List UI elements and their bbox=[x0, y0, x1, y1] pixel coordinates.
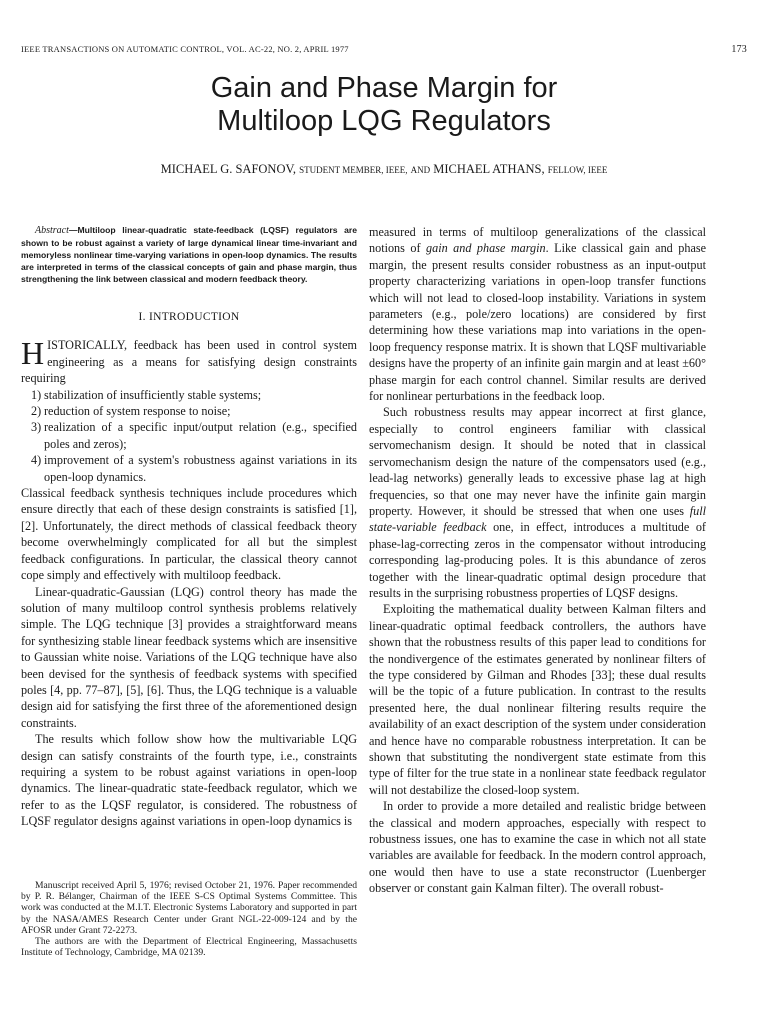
author-1-role: STUDENT MEMBER, IEEE, bbox=[299, 165, 408, 175]
list-item bbox=[31, 403, 357, 419]
intro-p1-text: ISTORICALLY, feedback has been used in control system engineering as a means for satisfying design constraints requiring bbox=[21, 338, 357, 386]
intro-paragraph-3: Linear-quadratic-Gaussian (LQG) control theory has made the solution of many multiloop control synthesis problems relatively simple. The LQG technique [3] provides a straightforward means for synthesizing stable linear feedback systems which are insensitive to Gaussian white noise. Variations of the LQG technique have also been devised for the synthesis of feedback systems with specified poles [4, pp. 77–87], [5], [6]. Thus, the LQG technique is a valuable design aid for satisfying the first three of the aforementioned design constraints. bbox=[21, 584, 357, 730]
list-text: improvement of a system's robustness against variations in its open-loop dynamics. bbox=[44, 453, 357, 484]
list-item bbox=[31, 387, 357, 403]
right-paragraph-1 bbox=[369, 224, 706, 404]
intro-paragraph-4: The results which follow show how the multivariable LQG design can satisfy constraints of the fourth type, i.e., constraints requiring a system to be robust against variations in open-loop dynamics. The linear-quadratic state-feedback regulator, which we refer to as the LQSF regulator, is considered. The robustness of LQSF regulator designs against variations in open-loop dynamics is bbox=[21, 732, 357, 829]
list-item bbox=[31, 452, 357, 485]
intro-paragraph-2: Classical feedback synthesis techniques include procedures which ensure directly that each of these design constraints is satisfied [1], [2]. Unfortunately, the direct methods of classical feedback theory become overwhelmingly complicated for all but the simplest feedback configurations. In particular, the classical theory cannot cope simply and effectively with multiloop feedback. bbox=[21, 486, 357, 583]
author-2-role: FELLOW, IEEE bbox=[547, 165, 608, 175]
footnote-manuscript: Manuscript received April 5, 1976; revised October 21, 1976. Paper recommended by P. R. Bélanger, Chairman of the IEEE S-CS Optimal Systems Committee. This work was conducted at the M.I.T. Electronic Systems Laboratory and supported in part by the NASA/AMES Research Center under Grant NGL-22-009-124 and by the AFOSR under Grant 72-2273. bbox=[21, 880, 357, 936]
right-column bbox=[369, 224, 706, 897]
left-column bbox=[21, 224, 357, 830]
journal-header: IEEE TRANSACTIONS ON AUTOMATIC CONTROL, VOL. AC-22, NO. 2, APRIL 1977 bbox=[21, 44, 349, 54]
emphasis: full state-variable feedback bbox=[369, 503, 706, 535]
list-text: stabilization of insufficiently stable systems; bbox=[44, 387, 262, 402]
footnote-affiliation: The authors are with the Department of Electrical Engineering, Massachusetts Institute of Technology, Cambridge, MA 02139. bbox=[21, 936, 357, 959]
text-run: measured in terms of multiloop generalizations of the classical notions of bbox=[369, 225, 706, 256]
list-number: 3) bbox=[31, 420, 42, 435]
requirements-list bbox=[31, 387, 357, 485]
author-and: AND bbox=[410, 165, 431, 175]
right-paragraph-3: Exploiting the mathematical duality between Kalman filters and linear-quadratic optimal feedback controllers, the authors have shown that the robustness results of this paper lead to conditions for the nondivergence of the estimates generated by nonlinear filters of the type considered by Gilman and Rhodes [33]; these dual results will be the topic of a future publication. In contrast to the results presented here, the dual nonlinear filtering results require the availability of an exact description of the system under consideration and hence have no comparable robustness interpretation. It can be shown that substituting the nondivergent state estimate from this type of filter for the true state in a nonlinear state feedback regulator will not destabilize the closed-loop system. bbox=[369, 602, 706, 797]
running-header bbox=[21, 44, 747, 58]
intro-paragraph-1 bbox=[21, 337, 357, 386]
footnote bbox=[21, 880, 357, 958]
page-number: 173 bbox=[731, 44, 747, 55]
right-paragraph-4: In order to provide a more detailed and realistic bridge between the classical and modern approaches, especially with respect to robustness issues, one has to examine the case in which not all state variables are available for feedback. In the modern control approach, one would then have to use a state reconstructor (Luenberger observer or constant gain Kalman filter). The overall robust- bbox=[369, 799, 706, 896]
author-line bbox=[0, 162, 768, 177]
section-title: INTRODUCTION bbox=[149, 311, 240, 323]
right-paragraph-2 bbox=[369, 404, 706, 601]
author-2: MICHAEL ATHANS, bbox=[433, 162, 545, 176]
author-1: MICHAEL G. SAFONOV, bbox=[160, 162, 297, 176]
list-number: 2) bbox=[31, 404, 42, 419]
text-run: Such robustness results may appear incorrect at first glance, especially to control engineers familiar with classical servomechanism design. It should be noted that in classical servomechanism design the nature of the compensators used (e.g., lead-lag networks) generally leads to excessive phase lag at high frequencies, so that one may never have the infinite gain margin property. However, it should be stressed that when one uses bbox=[369, 405, 706, 518]
list-number: 4) bbox=[31, 453, 42, 468]
text-run: one, in effect, introduces a multitude of phase-lag-correcting zeros in the compensator without introducing corresponding lag-producing poles. It is this abundance of zeros together with the linear-quadratic optimal design procedure that results in the surprising robustness properties of LQSF designs. bbox=[369, 520, 706, 600]
abstract-text: —Multiloop linear-quadratic state-feedback (LQSF) regulators are shown to be robust against a variety of large dynamical linear time-invariant and memoryless nonlinear time-varying variations in open-loop dynamics. The results are interpreted in terms of the classical concepts of gain and phase margin, thus strengthening the link between classical and modern feedback theory. bbox=[21, 225, 357, 284]
paper-title bbox=[0, 72, 768, 138]
text-run: . Like classical gain and phase margin, the present results consider robustness as an input-output property characterizing variations in open-loop transfer functions which will not lead to closed-loop instability. Variations in system parameters (e.g., pole/zero locations) are considered by first determining how these variations map into variations in the open-loop frequency response matrix. It is shown that LQSF multivariable designs have the property of an infinite gain margin and at least ±60° phase margin for each control channel. Similar results are derived for nonlinear perturbations in the feedback loop. bbox=[369, 241, 706, 404]
title-line-1: Gain and Phase Margin for bbox=[210, 72, 558, 104]
title-line-2: Multiloop LQG Regulators bbox=[217, 105, 551, 137]
drop-cap: H bbox=[21, 335, 45, 372]
list-number: 1) bbox=[31, 387, 42, 402]
list-text: realization of a specific input/output relation (e.g., specified poles and zeros); bbox=[44, 420, 357, 451]
emphasis: gain and phase margin bbox=[426, 241, 546, 256]
section-heading bbox=[21, 309, 357, 325]
list-text: reduction of system response to noise; bbox=[44, 404, 231, 419]
section-number: I. bbox=[138, 311, 146, 323]
list-item bbox=[31, 419, 357, 452]
abstract bbox=[21, 224, 357, 285]
abstract-label: Abstract bbox=[35, 225, 69, 236]
